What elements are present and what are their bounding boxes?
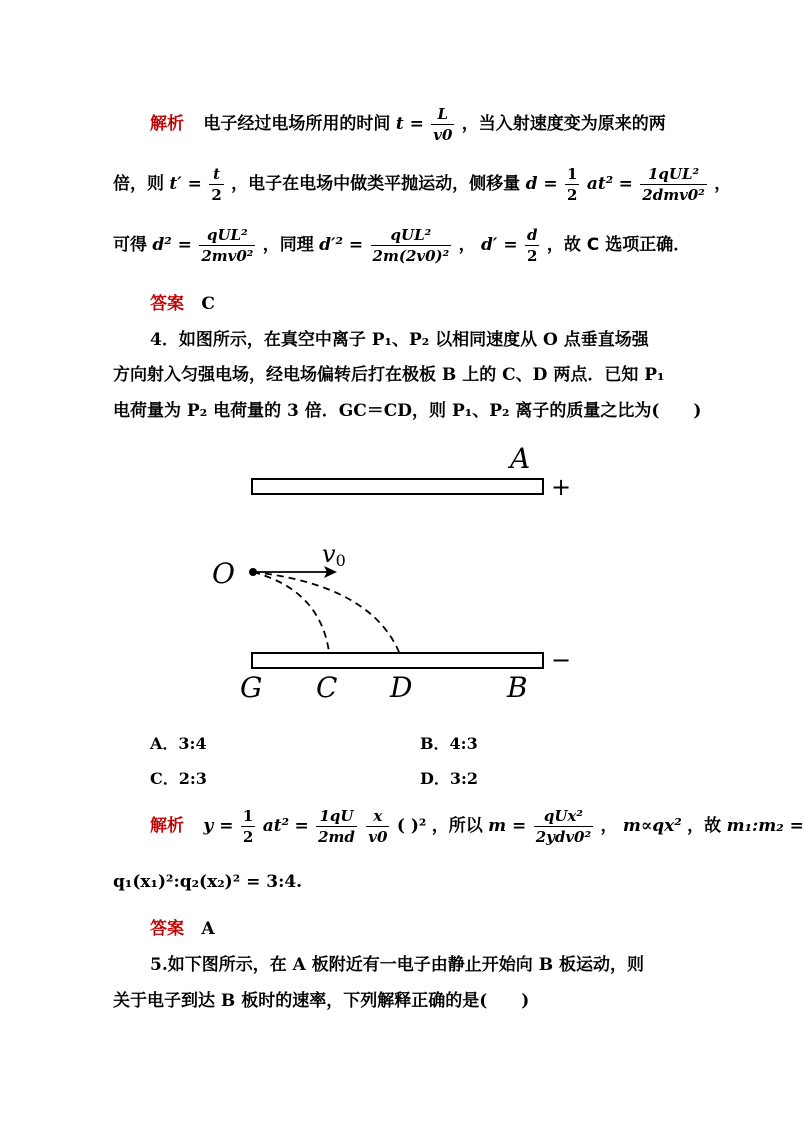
answer-label: 答案 [150,294,184,314]
solution-3-line-2: 倍，则 t′ = $\frac{t}{2}$ ，电子在电场中做类平抛运动，侧移量 d = $\frac{1}{2}$ at² = $\frac{\text{1qUL²}}{\text{2dmv0²}}$ ， [113,165,732,204]
solution-4-line-1: 解析 y = $\frac{1}{2}$ at² = $\frac{1qU}{2md}$ $\frac{x}{v0}$ ( )² ，所以 m = $\frac{\text{qUx²}}{\text{2ydv0²}}$ ， m∝qx² ，故 m₁:m₂ = [150,807,804,846]
solution-label: 解析 [150,816,184,836]
solution-3-line-1: 解析 电子经过电场所用的时间 t = $\frac{L}{v0}$ ，当入射速度变为原来的两 [150,105,666,144]
option-c: C．2:3 [150,769,207,788]
answer-value: C [201,294,215,314]
label-o: O [212,557,235,590]
label-g: G [240,671,263,704]
trajectory-p1 [253,572,329,652]
question-4-line-3: 电荷量为 P₂ 电荷量的 3 倍．GC＝CD，则 P₁、P₂ 离子的质量之比为( ) [113,401,702,421]
label-a: A [510,442,531,475]
question-4-line-2: 方向射入匀强电场，经电场偏转后打在极板 B 上的 C、D 两点．已知 P₁ [113,365,665,385]
trajectory-p2 [253,572,399,652]
plate-a [252,479,543,494]
plus-sign: + [551,473,572,501]
answer-value: A [201,919,215,939]
solution-3-line-3: 可得 d² = $\frac{\text{qUL²}}{\text{2mv0²}}$ ，同理 d′² = $\frac{\text{qUL²}}{\text{2m(2v0)²}}$ ， d′ = $\frac{d}{2}$ ，故 C 选项正确． [113,226,691,265]
label-d: D [390,671,413,704]
option-d: D．3:2 [420,769,479,788]
solution-label: 解析 [150,114,184,134]
answer-label: 答案 [150,919,184,939]
question-5-line-1: 5.如下图所示，在 A 板附近有一电子由静止开始向 B 板运动，则 [150,955,644,975]
question-5-line-2: 关于电子到达 B 板时的速率，下列解释正确的是( ) [113,991,530,1011]
velocity-label: v0 [322,540,346,570]
solution-4-line-2: q₁(x₁)²:q₂(x₂)² = 3:4. [113,872,303,892]
question-4-line-1: 4．如图所示，在真空中离子 P₁、P₂ 以相同速度从 O 点垂直场强 [150,330,649,350]
minus-sign: − [551,646,572,674]
plate-b [252,653,543,668]
option-a: A．3:4 [150,734,207,753]
fraction: $\frac{L}{v0}$ [433,105,453,144]
label-b: B [507,671,528,704]
label-c: C [316,671,338,704]
answer-4 [150,914,215,939]
option-b: B．4:3 [420,734,478,753]
